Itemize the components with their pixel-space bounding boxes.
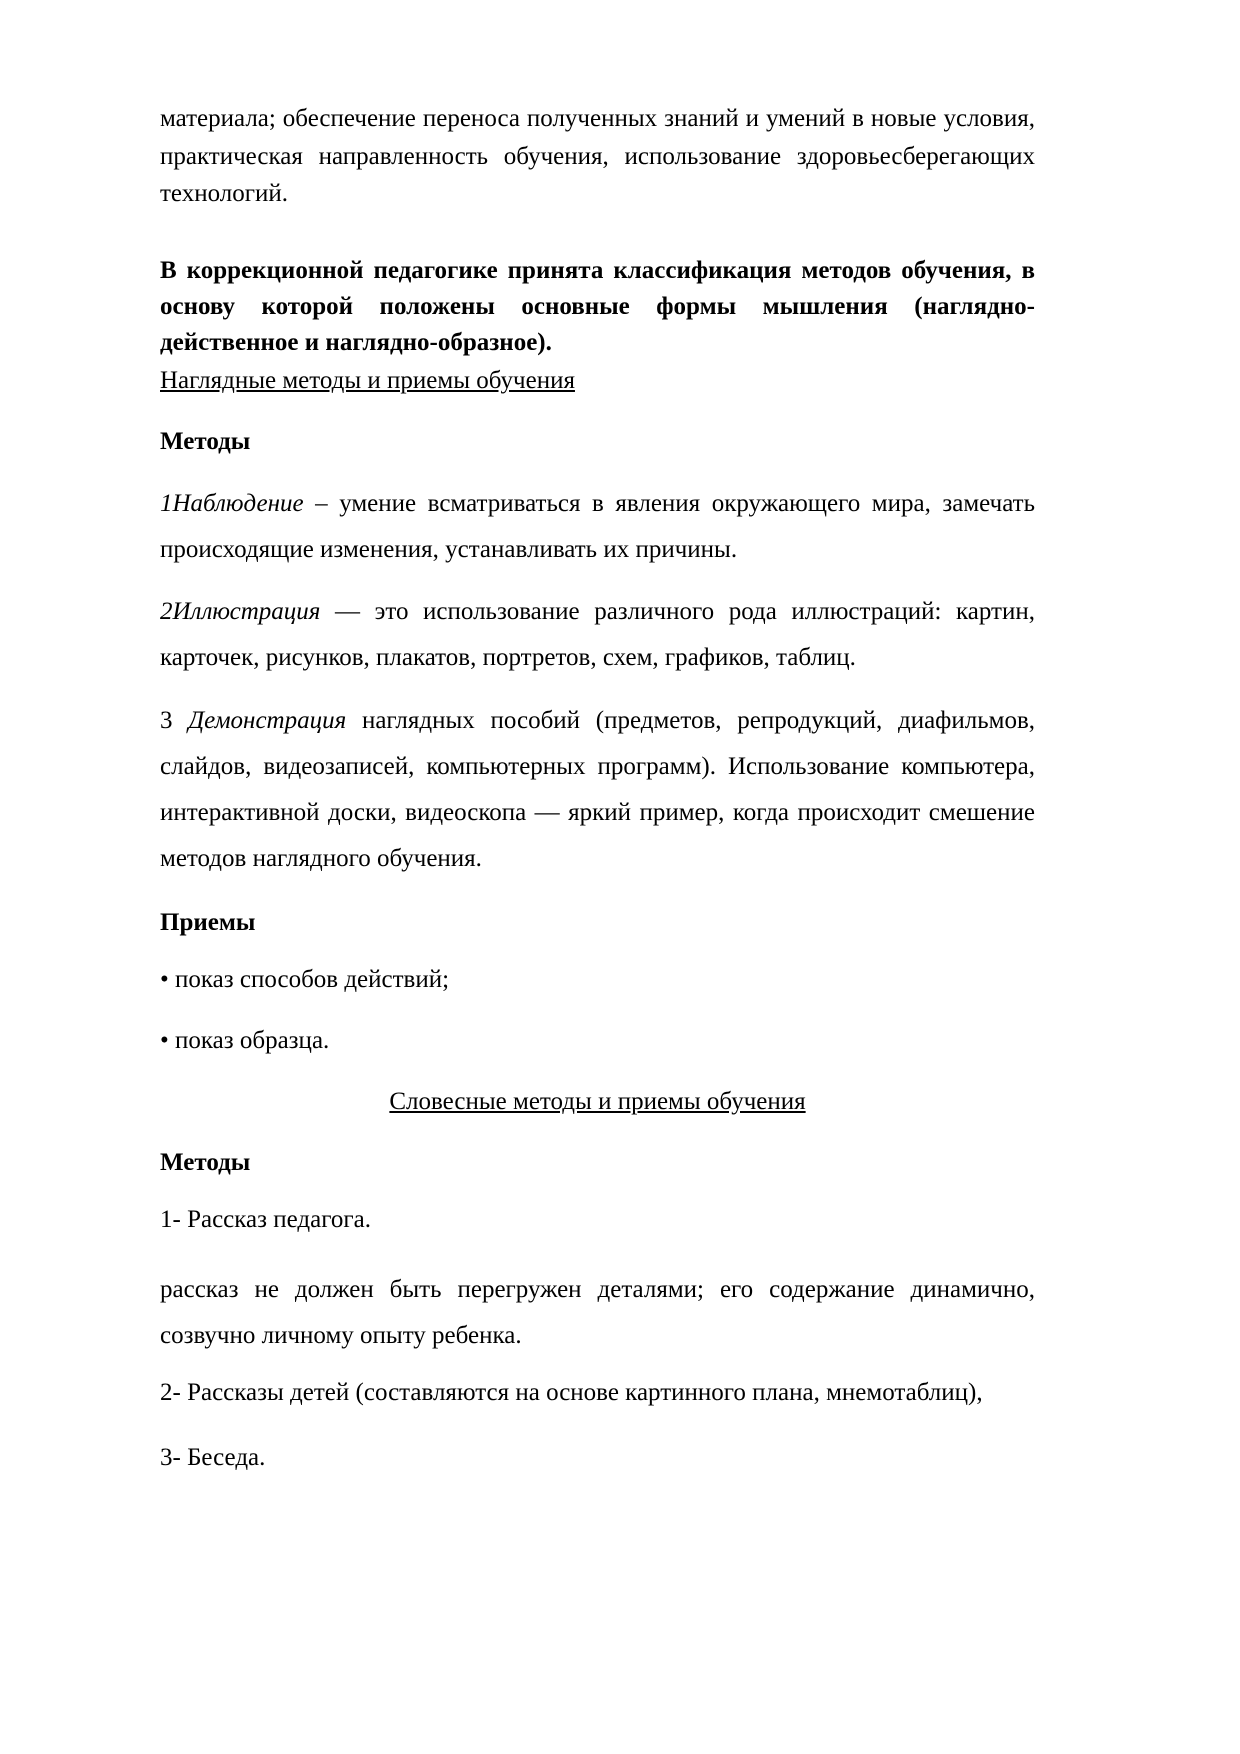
bullet-show-sample: • показ образца.: [160, 1026, 330, 1054]
illustration-term: 2Иллюстрация: [160, 598, 321, 625]
demonstration-definition: наглядных пособий (предметов, репродукций, диафильмов, слайдов, видеозаписей, компьютерных программ). Использование компьютера, интерактивной доски, видеоскопа — яркий пример, когда происходит смешение методов наглядного обучения.: [160, 706, 1035, 873]
bold-statement-paragraph: В коррекционной педагогике принята классификация методов обучения, в основу которой положены основные формы мышления (наглядно-действенное и наглядно-образное).: [160, 256, 1035, 356]
intro-paragraph: материала; обеспечение переноса полученных знаний и умений в новые условия, практическая направленность обучения, использование здоровьесберегающих технологий.: [160, 105, 1035, 207]
illustration-paragraph: [160, 589, 1035, 682]
bullet-show-actions: • показ способов действий;: [160, 965, 450, 993]
methods-heading-2: Методы: [160, 1148, 251, 1176]
verbal-methods-heading-line: [160, 1084, 1035, 1119]
story-item: 1- Рассказ педагога.: [160, 1205, 371, 1233]
demonstration-number: 3: [160, 706, 189, 734]
priemy-heading: Приемы: [160, 908, 256, 936]
story-note-paragraph: рассказ не должен быть перегружен деталями; его содержание динамично, созвучно личному опыту ребенка.: [160, 1275, 1035, 1349]
conversation-item: 3- Беседа.: [160, 1444, 266, 1471]
demonstration-paragraph: [160, 698, 1035, 883]
methods-heading-1: Методы: [160, 427, 251, 455]
observation-paragraph: [160, 481, 1035, 574]
demonstration-term: Демонстрация: [188, 706, 347, 734]
verbal-methods-heading: Словесные методы и приемы обучения: [389, 1087, 806, 1115]
children-stories-item: 2- Рассказы детей (составляются на основе картинного плана, мнемотаблиц),: [160, 1379, 983, 1406]
observation-term: 1Наблюдение: [160, 489, 304, 517]
observation-definition: – умение всматриваться в явления окружающего мира, замечать происходящие изменения, устанавливать их причины.: [160, 489, 1035, 563]
illustration-definition: — это использование различного рода иллюстраций: картин, карточек, рисунков, плакатов, портретов, схем, графиков, таблиц.: [160, 598, 1035, 672]
visual-methods-heading-line: [160, 363, 1035, 399]
visual-methods-heading: Наглядные методы и приемы обучения: [160, 367, 575, 395]
